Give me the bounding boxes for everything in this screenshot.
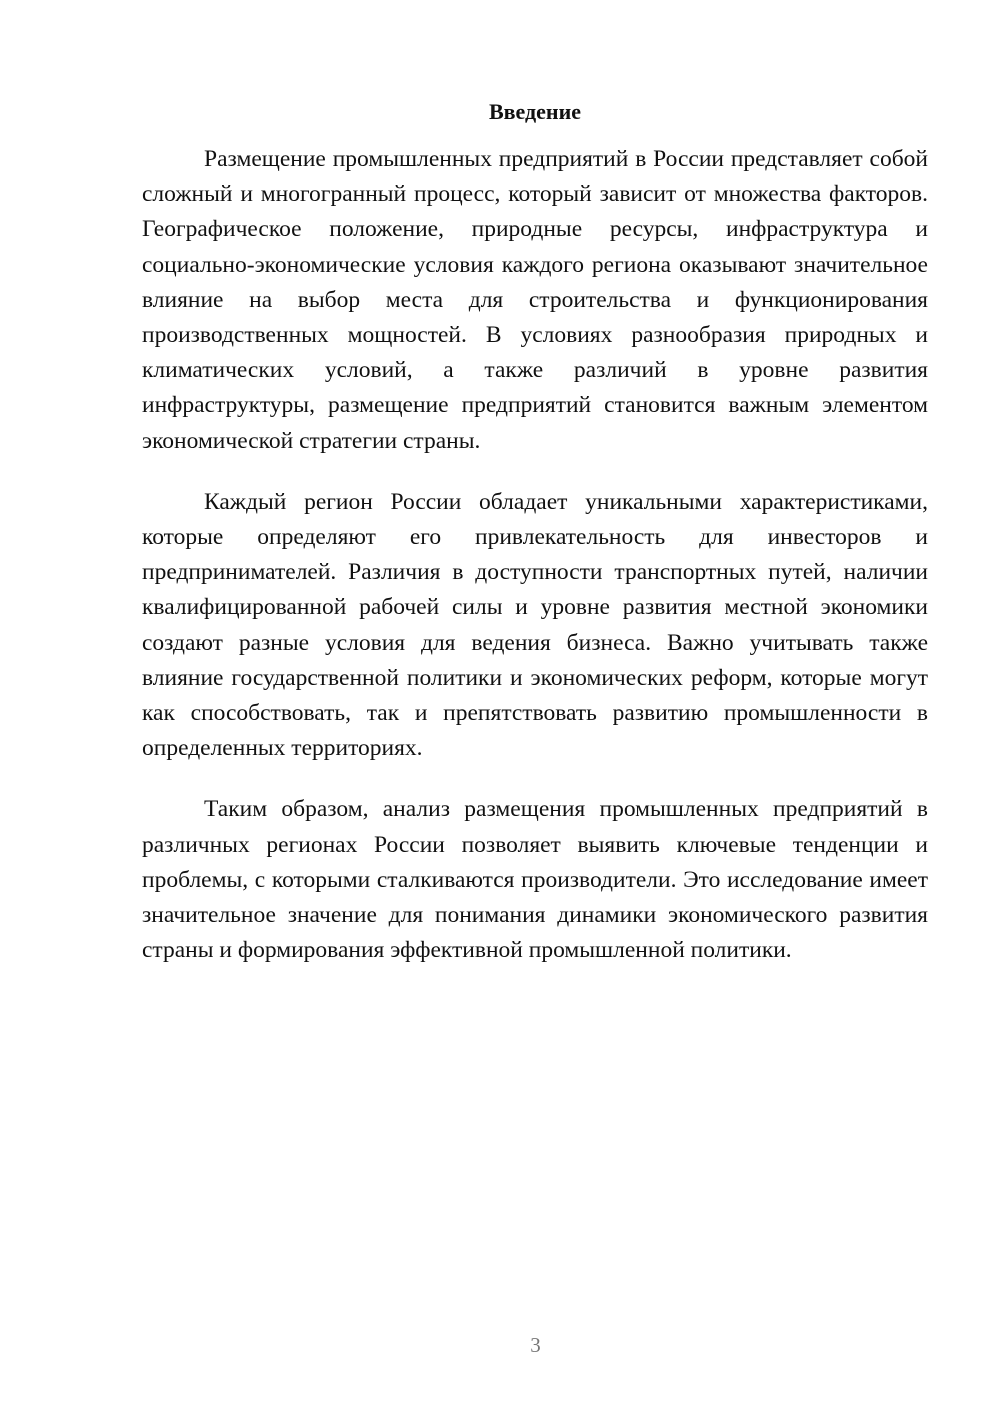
paragraph-2: Каждый регион России обладает уникальными характеристиками, которые определяют его привлекательность для инвесторов и предпринимателей. Различия в доступности транспортных путей, наличии квалифицированной рабочей силы и уровне развития местной экономики создают разные условия для ведения бизнеса. Важно учитывать также влияние государственной политики и экономических реформ, которые могут как способствовать, так и препятствовать развитию промышленности в определенных территориях. <box>142 488 928 762</box>
body-text <box>142 142 928 994</box>
paragraph-3: Таким образом, анализ размещения промышленных предприятий в различных регионах России позволяет выявить ключевые тенденции и проблемы, с которыми сталкиваются производители. Это исследование имеет значительное значение для понимания динамики экономического развития страны и формирования эффективной промышленной политики. <box>142 796 928 964</box>
section-title: Введение <box>488 99 582 124</box>
page-number: 3 <box>530 1333 541 1357</box>
paragraph-1: Размещение промышленных предприятий в России представляет собой сложный и многогранный процесс, который зависит от множества факторов. Географическое положение, природные ресурсы, инфраструктура и социально-экономические условия каждого региона оказывают значительное влияние на выбор места для строительства и функционирования производственных мощностей. В условиях разнообразия природных и климатических условий, а также различий в уровне развития инфраструктуры, размещение предприятий становится важным элементом экономической стратегии страны. <box>142 146 928 454</box>
